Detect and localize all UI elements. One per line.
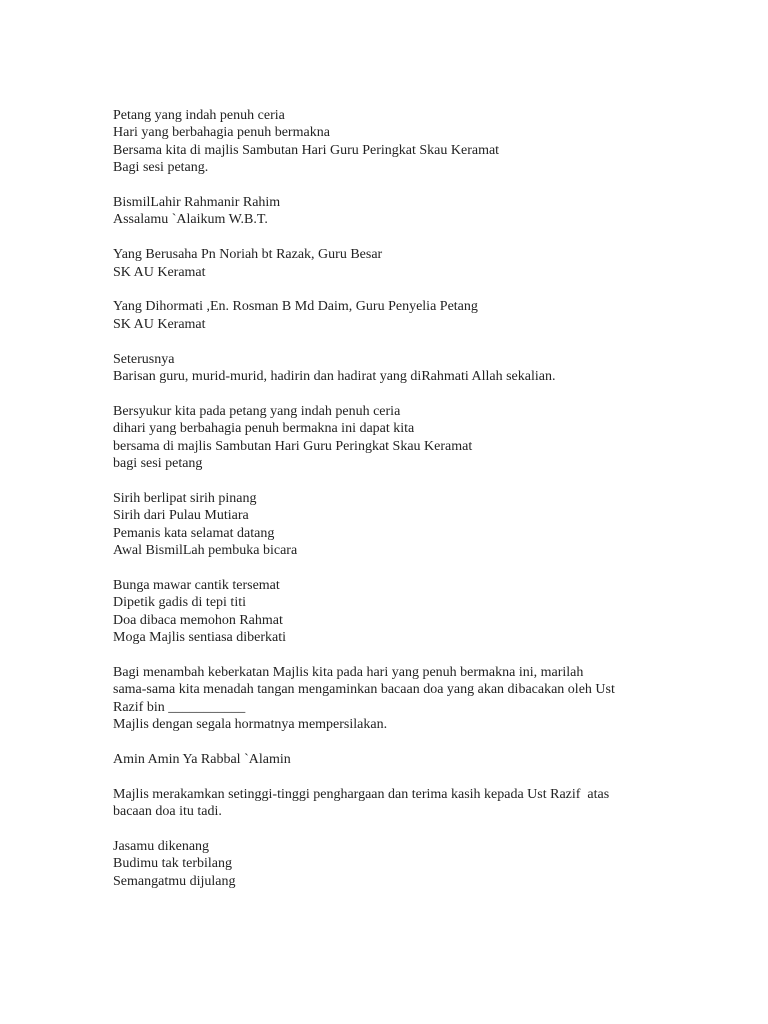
text-line: Sirih berlipat sirih pinang [113,490,257,506]
text-line: Bunga mawar cantik tersemat [113,577,280,593]
paragraph-amin [113,751,733,768]
text-line: Bersyukur kita pada petang yang indah penuh ceria [113,403,401,419]
paragraph-greeting [113,194,733,229]
text-line: Hari yang berbahagia penuh bermakna [113,125,330,141]
text-line: Barisan guru, murid-murid, hadirin dan hadirat yang diRahmati Allah sekalian. [113,369,556,385]
text-line: Amin Amin Ya Rabbal `Alamin [113,751,291,767]
text-line: BismilLahir Rahmanir Rahim [113,195,281,211]
text-line: Seterusnya [113,351,175,367]
text-line: bagi sesi petang [113,456,203,472]
text-line: sama-sama kita menadah tangan mengaminkan bacaan doa yang akan dibacakan oleh Ust [113,682,615,698]
text-line: bacaan doa itu tadi. [113,804,222,820]
paragraph-doa-invitation [113,664,733,734]
text-line: SK AU Keramat [113,316,206,332]
text-line: Semangatmu dijulang [113,873,236,889]
document-page [113,107,733,908]
paragraph-supervisor [113,298,733,333]
paragraph-audience [113,351,733,386]
text-line: Jasamu dikenang [113,838,210,854]
text-line: Doa dibaca memohon Rahmat [113,612,283,628]
text-line: Budimu tak terbilang [113,856,232,872]
text-line: Awal BismilLah pembuka bicara [113,543,298,559]
paragraph-closing-verse [113,838,733,890]
text-line: Bagi sesi petang. [113,160,209,176]
text-line: Pemanis kata selamat datang [113,525,275,541]
paragraph-headmaster [113,246,733,281]
paragraph-appreciation [113,786,733,821]
text-line: Sirih dari Pulau Mutiara [113,508,249,524]
text-line: Yang Berusaha Pn Noriah bt Razak, Guru Besar [113,247,383,263]
text-line: Majlis dengan segala hormatnya mempersilakan. [113,717,388,733]
text-line: Assalamu `Alaikum W.B.T. [113,212,268,228]
text-line: bersama di majlis Sambutan Hari Guru Peringkat Skau Keramat [113,438,473,454]
text-line: Yang Dihormati ,En. Rosman B Md Daim, Guru Penyelia Petang [113,299,478,315]
text-line: Moga Majlis sentiasa diberkati [113,630,287,646]
paragraph-pantun-bunga [113,577,733,647]
text-line: SK AU Keramat [113,264,206,280]
text-line: dihari yang berbahagia penuh bermakna ini dapat kita [113,421,415,437]
text-line: Petang yang indah penuh ceria [113,108,285,123]
paragraph-pantun-sirih [113,490,733,560]
paragraph-opening-pantun [113,107,733,177]
text-line: Razif bin ___________ [113,699,246,715]
text-line: Dipetik gadis di tepi titi [113,595,246,611]
text-line: Majlis merakamkan setinggi-tinggi penghargaan dan terima kasih kepada Ust Razif atas [113,786,610,802]
text-line: Bersama kita di majlis Sambutan Hari Guru Peringkat Skau Keramat [113,142,500,158]
text-line: Bagi menambah keberkatan Majlis kita pada hari yang penuh bermakna ini, marilah [113,664,584,680]
paragraph-gratitude [113,403,733,473]
